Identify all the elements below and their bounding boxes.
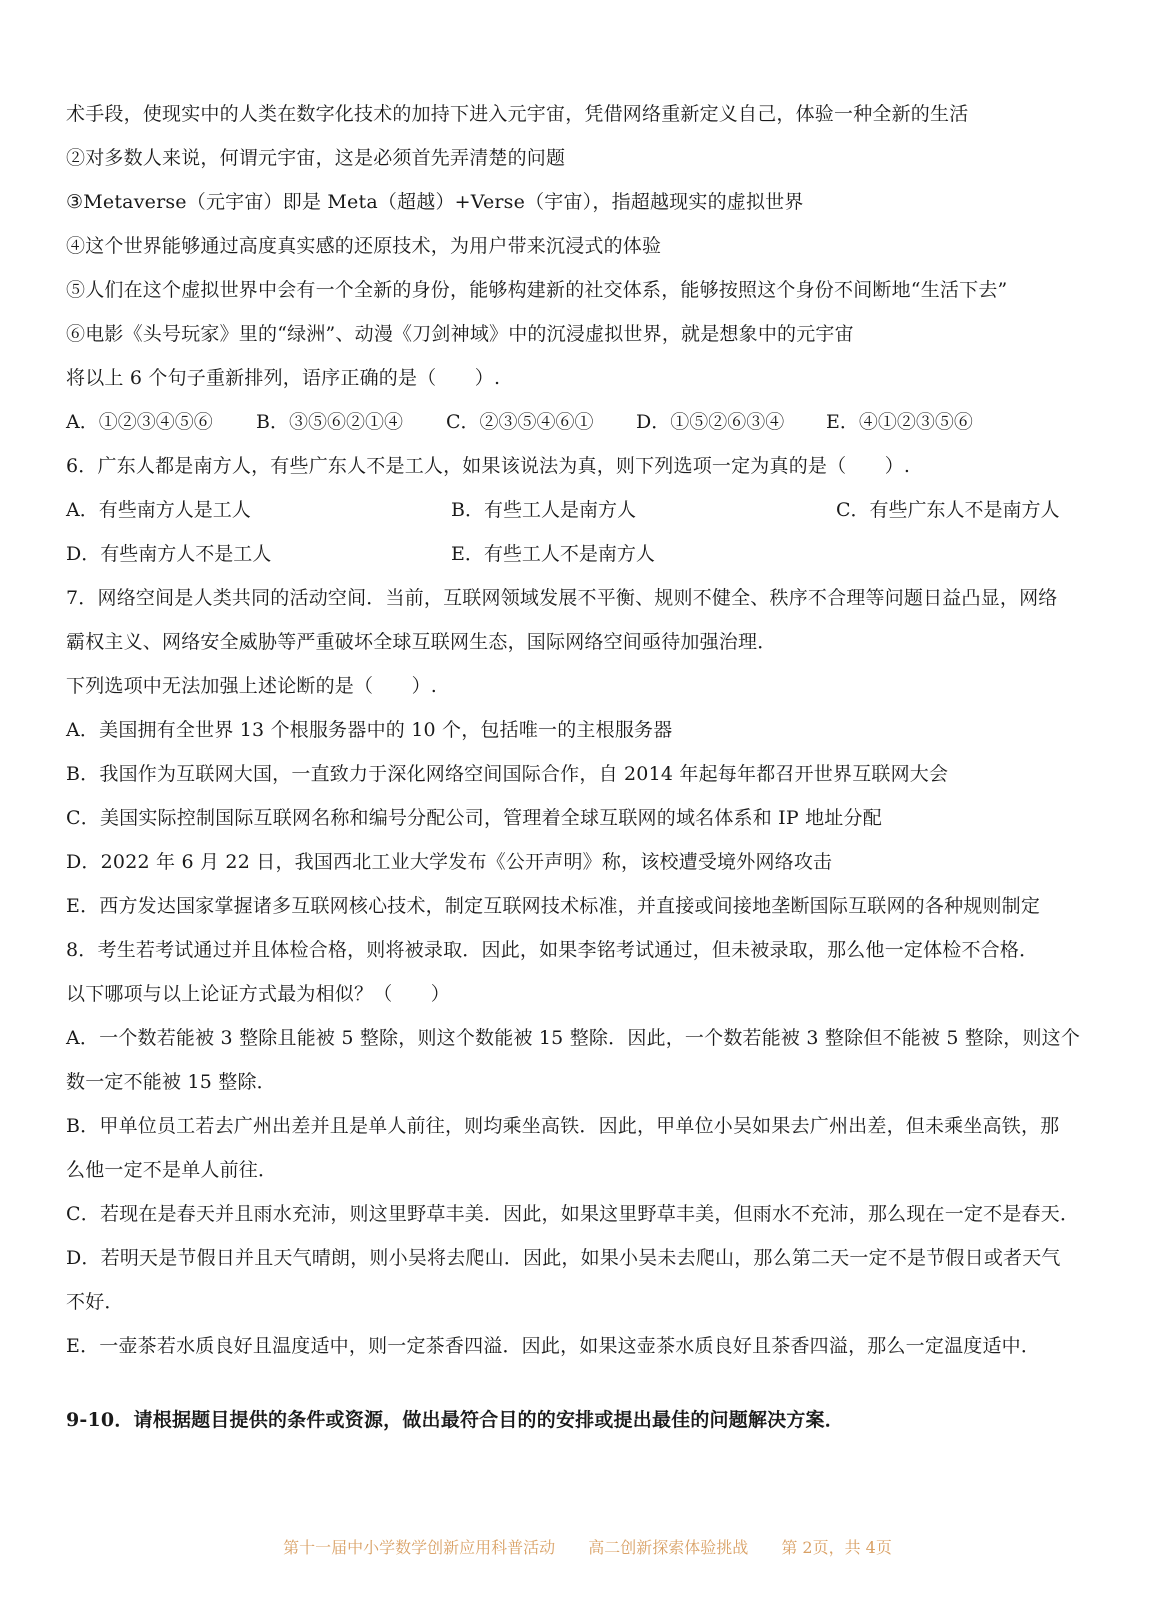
q5-sentence-6: ⑥电影《头号玩家》里的“绿洲”、动漫《刀剑神域》中的沉浸虚拟世界，就是想象中的元宇宙 [66, 323, 854, 345]
q7-stem-line-2: 霸权主义、网络安全威胁等严重破坏全球互联网生态，国际网络空间亟待加强治理． [66, 631, 777, 653]
q7-option-b: B．我国作为互联网大国，一直致力于深化网络空间国际合作，自 2014 年起每年都召开世界互联网大会 [66, 763, 949, 785]
q5-prompt: 将以上 6 个句子重新排列，语序正确的是（ ）. [66, 367, 501, 389]
q8-option-d-line-1: D．若明天是节假日并且天气晴朗，则小吴将去爬山．因此，如果小吴未去爬山，那么第二天一定不是节假日或者天气 [66, 1247, 1061, 1269]
q8-option-a-line-2: 数一定不能被 15 整除． [66, 1071, 276, 1093]
q5-options [66, 400, 1096, 444]
q7-option-e: E．西方发达国家掌握诸多互联网核心技术，制定互联网技术标准，并直接或间接地垄断国际互联网的各种规则制定 [66, 895, 1041, 917]
q5-option-a: A．①②③④⑤⑥ [66, 411, 213, 433]
section-9-10-heading: 9-10．请根据题目提供的条件或资源，做出最符合目的的安排或提出最佳的问题解决方案． [66, 1409, 844, 1431]
q6-option-d: D．有些南方人不是工人 [66, 543, 272, 565]
q7-option-c: C．美国实际控制国际互联网名称和编号分配公司，管理着全球互联网的域名体系和 IP 地址分配 [66, 807, 882, 829]
q5-sentence-3: ③Metaverse（元宇宙）即是 Meta（超越）+Verse（宇宙），指超越现实的虚拟世界 [66, 191, 804, 213]
q7-stem-line-1: 7．网络空间是人类共同的活动空间．当前，互联网领域发展不平衡、规则不健全、秩序不合理等问题日益凸显，网络 [66, 587, 1058, 609]
page-footer [0, 1535, 1175, 1558]
q6-option-e: E．有些工人不是南方人 [451, 543, 655, 565]
q6-option-a: A．有些南方人是工人 [66, 499, 251, 521]
q8-option-d-line-2: 不好． [66, 1291, 124, 1313]
q8-prompt: 以下哪项与以上论证方式最为相似？（ ） [66, 983, 451, 1005]
footer-page-number: 第 2页，共 4页 [781, 1538, 892, 1557]
q7-option-d: D．2022 年 6 月 22 日，我国西北工业大学发布《公开声明》称，该校遭受境外网络攻击 [66, 851, 833, 873]
q5-sentence-4: ④这个世界能够通过高度真实感的还原技术，为用户带来沉浸式的体验 [66, 235, 662, 257]
q8-option-b-line-1: B．甲单位员工若去广州出差并且是单人前往，则均乘坐高铁．因此，甲单位小吴如果去广州出差，但未乘坐高铁，那 [66, 1115, 1060, 1137]
footer-event-name: 第十一届中小学数学创新应用科普活动 [283, 1538, 556, 1557]
q6-options-row-1 [66, 488, 1096, 532]
q8-stem: 8．考生若考试通过并且体检合格，则将被录取．因此，如果李铭考试通过，但未被录取，那么他一定体检不合格． [66, 939, 1039, 961]
q8-option-c: C．若现在是春天并且雨水充沛，则这里野草丰美．因此，如果这里野草丰美，但雨水不充沛，那么现在一定不是春天． [66, 1203, 1080, 1225]
q7-option-a: A．美国拥有全世界 13 个根服务器中的 10 个，包括唯一的主根服务器 [66, 719, 673, 741]
q5-sentence-1-cont: 术手段，使现实中的人类在数字化技术的加持下进入元宇宙，凭借网络重新定义自己，体验一种全新的生活 [66, 103, 969, 125]
q5-option-e: E．④①②③⑤⑥ [826, 411, 973, 433]
section-spacer [66, 1368, 1096, 1398]
exam-page-body [66, 92, 1096, 1442]
q5-sentence-2: ②对多数人来说，何谓元宇宙，这是必须首先弄清楚的问题 [66, 147, 566, 169]
q5-option-d: D．①⑤②⑥③④ [636, 411, 785, 433]
q8-option-e: E．一壶茶若水质良好且温度适中，则一定茶香四溢．因此，如果这壶茶水质良好且茶香四溢，那么一定温度适中． [66, 1335, 1041, 1357]
q6-options-row-2 [66, 532, 1096, 576]
q5-sentence-5: ⑤人们在这个虚拟世界中会有一个全新的身份，能够构建新的社交体系，能够按照这个身份不间断地“生活下去” [66, 279, 1008, 301]
q6-stem: 6．广东人都是南方人，有些广东人不是工人，如果该说法为真，则下列选项一定为真的是（ ）. [66, 455, 911, 477]
q6-option-c: C．有些广东人不是南方人 [836, 499, 1060, 521]
q5-option-c: C．②③⑤④⑥① [446, 411, 594, 433]
q6-option-b: B．有些工人是南方人 [451, 499, 636, 521]
q5-option-b: B．③⑤⑥②①④ [256, 411, 403, 433]
q7-prompt: 下列选项中无法加强上述论断的是（ ）. [66, 675, 438, 697]
q8-option-b-line-2: 么他一定不是单人前往． [66, 1159, 278, 1181]
q8-option-a-line-1: A．一个数若能被 3 整除且能被 5 整除，则这个数能被 15 整除．因此，一个数若能被 3 整除但不能被 5 整除，则这个 [66, 1027, 1081, 1049]
footer-level: 高二创新探索体验挑战 [588, 1538, 749, 1557]
